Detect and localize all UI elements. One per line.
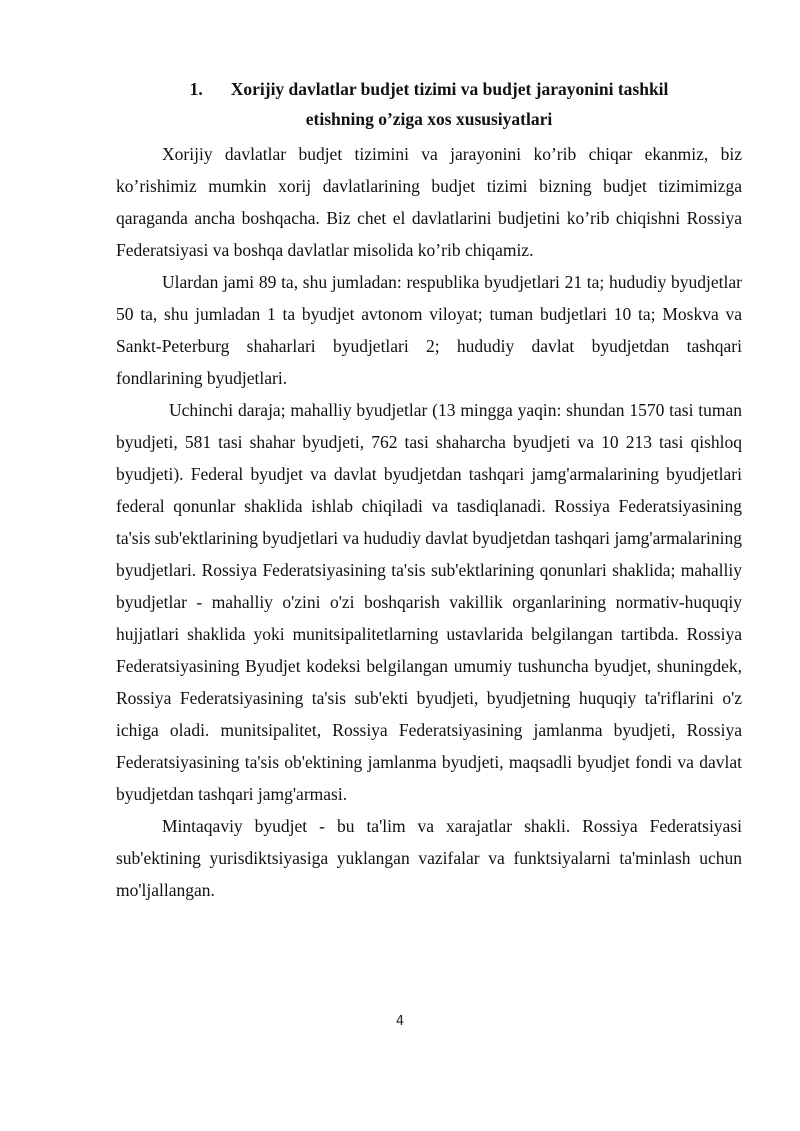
paragraph: Ulardan jami 89 ta, shu jumladan: respublika byudjetlari 21 ta; hududiy byudjetlar 50 ta, shu jumladan 1 ta byudjet avtonom viloyat; tuman budjetlari 10 ta; Moskva va Sankt-Peterburg shaharlari byudjetlari 2; hududiy davlat byudjetdan tashqari fondlarining byudjetlari. (116, 272, 742, 388)
heading-line-1 (116, 74, 742, 104)
heading-line-2: etishning o’ziga xos xususiyatlari (305, 109, 553, 129)
section-heading (116, 74, 742, 134)
paragraph: Uchinchi daraja; mahalliy byudjetlar (13 mingga yaqin: shundan 1570 tasi tuman byudjeti, 581 tasi shahar byudjeti, 762 tasi shaharcha byudjeti va 10 213 tasi qishloq byudjeti). Federal byudjet va davlat byudjetdan tashqari jamg'armalarining byudjetlari federal qonunlar shaklida ishlab chiqiladi va tasdiqlanadi. Rossiya Federatsiyasining ta'sis sub'ektlarining byudjetlari va hududiy davlat byudjetdan tashqari jamg'armalarining byudjetlari. Rossiya Federatsiyasining ta'sis sub'ektlarining qonunlari shaklida; mahalliy byudjetlar - mahalliy o'zini o'zi boshqarish vakillik organlarining normativ-huquqiy hujjatlari shaklida yoki munitsipalitetlarning ustavlarida belgilangan tartibda. Rossiya Federatsiyasining Byudjet kodeksi belgilangan umumiy tushuncha byudjet, shuningdek, Rossiya Federatsiyasining ta'sis sub'ekti byudjeti, byudjetning huquqiy ta'riflarini o'z ichiga oladi. munitsipalitet, Rossiya Federatsiyasining jamlanma byudjeti, Rossiya Federatsiyasining ta'sis ob'ektining jamlanma byudjeti, maqsadli byudjet fondi va davlat byudjetdan tashqari jamg'armasi. (116, 400, 742, 804)
heading-text-1: Xorijiy davlatlar budjet tizimi va budjet jarayonini tashkil (230, 79, 669, 99)
paragraph: Xorijiy davlatlar budjet tizimini va jarayonini ko’rib chiqar ekanmiz, biz ko’rishimiz mumkin xorij davlatlarining budjet tizimi bizning budjet tizimimizga qaraganda ancha boshqacha. Biz chet el davlatlarini budjetini ko’rib chiqishni Rossiya Federatsiyasi va boshqa davlatlar misolida ko’rib chiqamiz. (116, 144, 742, 260)
page-number: 4 (395, 1014, 405, 1029)
section-number: 1. (189, 79, 203, 99)
paragraph: Mintaqaviy byudjet - bu ta'lim va xarajatlar shakli. Rossiya Federatsiyasi sub'ektining yurisdiktsiyasiga yuklangan vazifalar va funktsiyalarni ta'minlash uchun mo'ljallangan. (116, 816, 742, 900)
body-text (116, 138, 742, 906)
